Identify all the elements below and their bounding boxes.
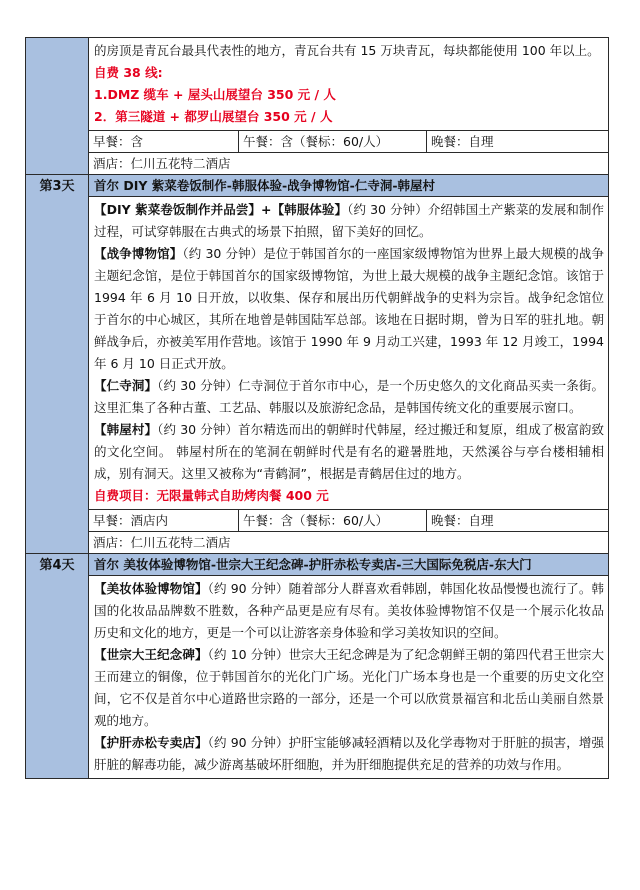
prev-day-content: [89, 38, 609, 175]
spot-name: 【韩屋村】: [94, 422, 158, 437]
day3-paragraph: [94, 375, 604, 419]
spot-name: 【DIY 紫菜卷饭制作并品尝】+【韩服体验】: [94, 202, 348, 217]
day4-row: [26, 554, 609, 779]
day4-paragraph: [94, 578, 604, 644]
day3-content: [89, 175, 609, 554]
day3-meals-row: [89, 509, 608, 531]
day3-paragraph: [94, 199, 604, 243]
spot-name: 【美妆体验博物馆】: [94, 581, 208, 596]
day3-paragraph: [94, 419, 604, 485]
spot-text: （约 30 分钟）是位于韩国首尔的一座国家级博物馆为世界上最大规模的战争主题纪念馆，是位于韩国首尔的国家级博物馆，为世上最大规模的战争主题纪念馆。该馆于 1994 年 6 月 10 日开放，以收集、保存和展出历代朝鲜战争的史料为宗旨。战争纪念馆位于首尔的中心城区，其所在地曾是韩国陆军总部。该地在日据时期，曾为日军的驻扎地。朝鲜战争后，亦被美军用作营地。该馆于 1990 年 9 月动工兴建，1993 年 12 月竣工，1994 年 6 月 10 日正式开放。: [94, 246, 604, 371]
hotel: 酒店：仁川五花特二酒店: [89, 152, 608, 174]
prev-meals-row: [89, 130, 608, 152]
spot-name: 【护肝赤松专卖店】: [94, 735, 208, 750]
spot-text: （约 30 分钟）首尔精选而出的朝鲜时代韩屋，经过搬迁和复原，组成了极富韵致的文化空间。 韩屋村所在的笔洞在朝鲜时代是有名的避暑胜地，天然溪谷与亭台楼相辅相成，别有洞天。这里又被称为“青鹤洞”，根据是青鹤居住过的地方。: [94, 422, 604, 481]
spot-text: （约 90 分钟）随着部分人群喜欢看韩剧，韩国化妆品慢慢也流行了。韩国的化妆品品牌数不胜数，各种产品更是应有尽有。美妆体验博物馆不仅是一个展示化妆品历史和文化的地方，更是一个可以让游客亲身体验和学习美妆知识的空间。: [94, 581, 604, 640]
lunch: 午餐：含（餐标：60/人）: [239, 131, 427, 152]
spot-text: （约 30 分钟）仁寺洞位于首尔市中心，是一个历史悠久的文化商品买卖一条街。这里汇集了各种古董、工艺品、韩服以及旅游纪念品，是韩国传统文化的重要展示窗口。: [94, 378, 604, 415]
spot-name: 【战争博物馆】: [94, 246, 183, 261]
day3-paragraph: [94, 243, 604, 375]
optional-item-2: 2．第三隧道 + 都罗山展望台 350 元 / 人: [94, 109, 333, 124]
prev-day-row: [26, 38, 609, 175]
day4-paragraph: [94, 732, 604, 776]
day3-route: 首尔 DIY 紫菜卷饭制作-韩服体验-战争博物馆-仁寺洞-韩屋村: [89, 175, 608, 196]
prev-day-label-cell: [26, 38, 89, 175]
lunch: 午餐：含（餐标：60/人）: [239, 510, 427, 531]
spot-name: 【仁寺洞】: [94, 378, 158, 393]
optional-item-1: 1.DMZ 缆车 + 屋头山展望台 350 元 / 人: [94, 87, 336, 102]
day3-row: [26, 175, 609, 554]
prev-desc-tail: 的房顶是青瓦台最具代表性的地方，青瓦台共有 15 万块青瓦，每块都能使用 100 年以上。: [94, 43, 600, 58]
day3-optional: 自费项目：无限量韩式自助烤肉餐 400 元: [94, 488, 329, 503]
hotel: 酒店：仁川五花特二酒店: [89, 531, 608, 553]
spot-text: （约 30 分钟）介绍韩国土产紫菜的发展和制作过程，可试穿韩服在古典式的场景下拍照，留下美好的回忆。: [94, 202, 604, 239]
spot-name: 【世宗大王纪念碑】: [94, 647, 208, 662]
day4-paragraph: [94, 644, 604, 732]
breakfast: 早餐：酒店内: [89, 510, 239, 531]
optional-title: 自费 38 线:: [94, 65, 163, 80]
day4-content: [89, 554, 609, 779]
spot-text: （约 10 分钟）世宗大王纪念碑是为了纪念朝鲜王朝的第四代君王世宗大王而建立的铜像，位于韩国首尔的光化门广场。光化门广场本身也是一个重要的历史文化空间，它不仅是首尔中心道路世宗路的一部分，还是一个可以欣赏景福宫和北岳山美丽自然景观的地方。: [94, 647, 604, 728]
day3-label: 第3天: [26, 175, 89, 554]
itinerary-table: [25, 37, 609, 779]
dinner: 晚餐：自理: [431, 513, 494, 528]
day4-label: 第4天: [26, 554, 89, 779]
day4-route: 首尔 美妆体验博物馆-世宗大王纪念碑-护肝赤松专卖店-三大国际免税店-东大门: [89, 554, 608, 575]
spot-text: （约 90 分钟）护肝宝能够减轻酒精以及化学毒物对于肝脏的损害，增强肝脏的解毒功能，减少游离基破坏肝细胞，并为肝细胞提供充足的营养的功效与作用。: [94, 735, 604, 772]
dinner: 晚餐：自理: [431, 134, 494, 149]
breakfast: 早餐：含: [89, 131, 239, 152]
